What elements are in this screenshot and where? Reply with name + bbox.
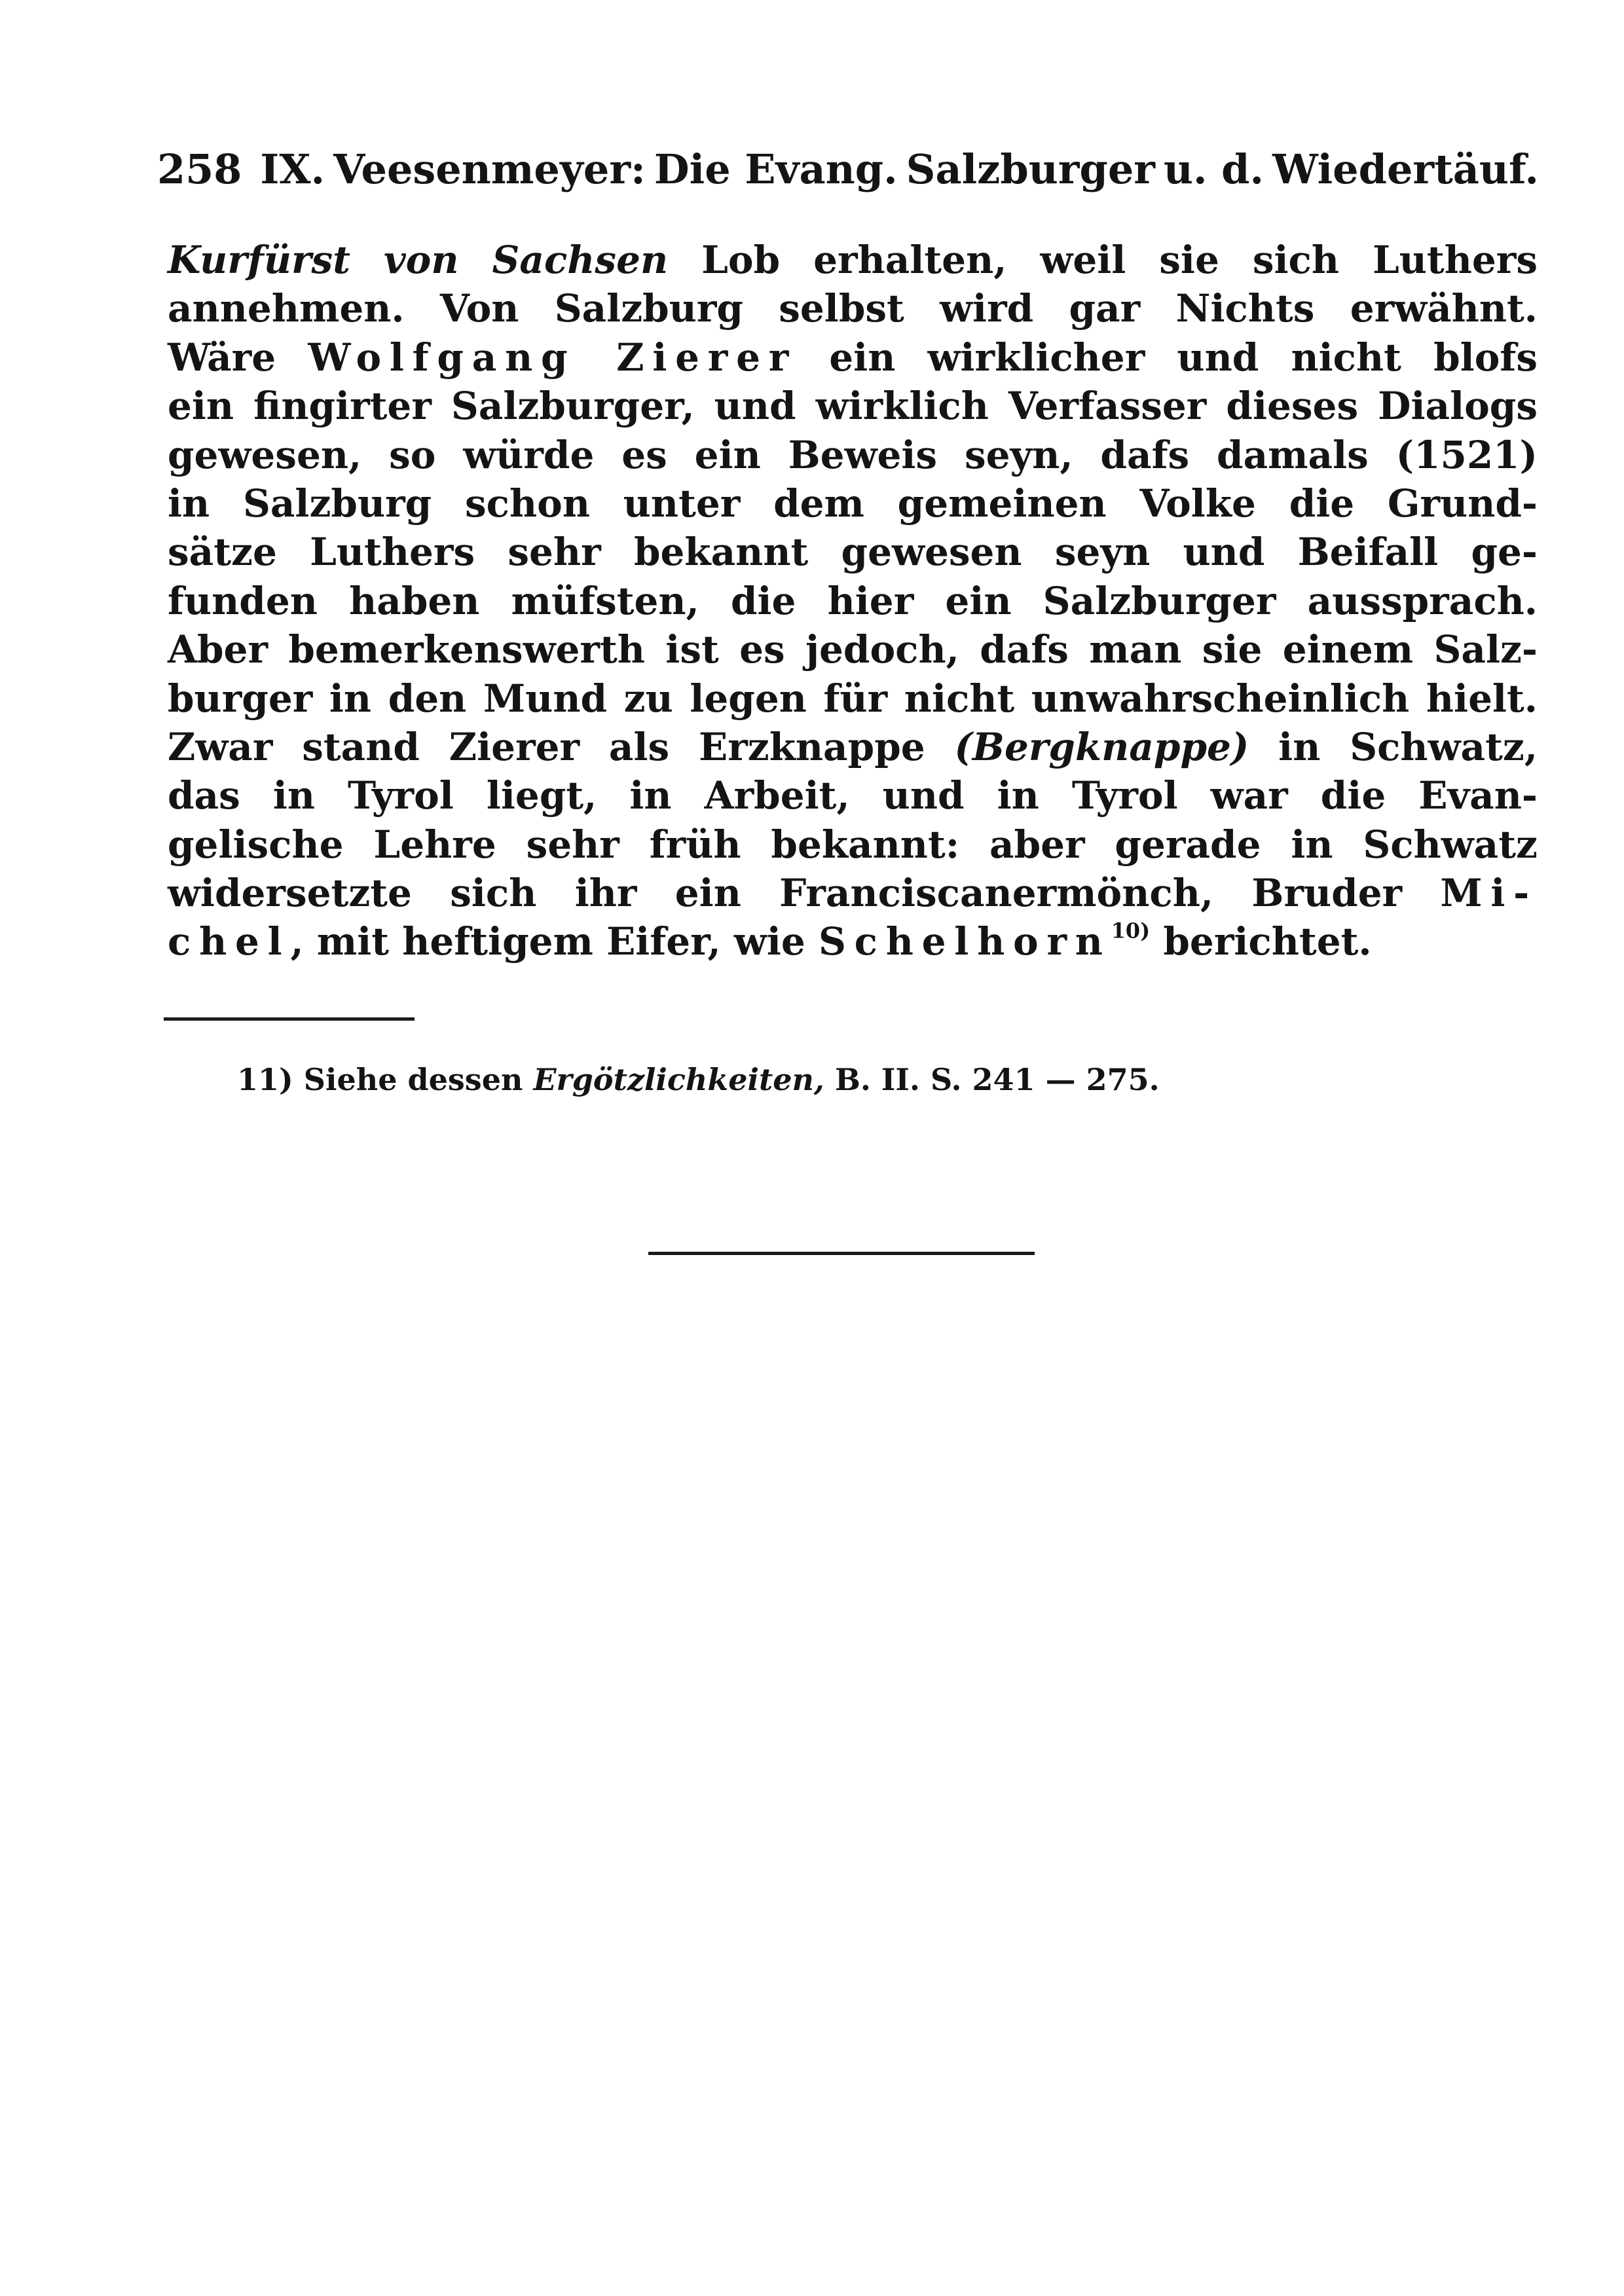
page-number: 258 bbox=[157, 145, 242, 193]
text-line bbox=[168, 869, 1538, 917]
text-run: gelische Lehre sehr früh bekannt: aber gerade in Schwatz bbox=[168, 822, 1538, 867]
text-run: Aber bemerkenswerth ist es jedoch, dafs man sie einem Salz- bbox=[168, 627, 1538, 672]
text-run: Wolfgang Zierer bbox=[308, 335, 798, 380]
text-line bbox=[168, 431, 1538, 479]
text-run: gewesen, so würde es ein Beweis seyn, dafs damals (1521) bbox=[168, 432, 1538, 477]
text-run: funden haben müfsten, die hier ein Salzburger aussprach. bbox=[168, 578, 1538, 623]
running-head-part: Die Evang. bbox=[654, 145, 898, 193]
footnote-text: B. II. S. 241 — 275. bbox=[824, 1062, 1160, 1097]
text-run: burger in den Mund zu legen für nicht unwahrscheinlich hielt. bbox=[168, 676, 1538, 721]
footnote-text: Siehe dessen bbox=[293, 1062, 534, 1097]
text-line bbox=[168, 528, 1538, 576]
running-head-part: Wiedertäuf. bbox=[1272, 145, 1539, 193]
text-run: , mit heftigem Eifer, wie bbox=[290, 919, 819, 964]
text-run: das in Tyrol liegt, in Arbeit, und in Tyrol war die Evan- bbox=[168, 773, 1538, 818]
text-run: Kurfürst von Sachsen bbox=[168, 238, 669, 282]
footnote-separator-rule bbox=[164, 1017, 415, 1021]
running-head-part: IX. bbox=[260, 145, 325, 193]
footnote bbox=[237, 1057, 1350, 1102]
text-line bbox=[168, 577, 1538, 625]
text-line bbox=[168, 625, 1538, 674]
text-run: Wäre bbox=[168, 335, 308, 380]
text-line bbox=[168, 917, 1538, 966]
text-run: Lob erhalten, weil sie sich Luthers bbox=[668, 238, 1538, 282]
text-run: ein wirklicher und nicht blofs bbox=[797, 335, 1538, 380]
footnote-work-title: Ergötzlichkeiten, bbox=[533, 1062, 824, 1097]
body-text bbox=[168, 236, 1538, 966]
text-run: widersetzte sich ihr ein Franciscanermönch, Bruder bbox=[168, 871, 1441, 916]
text-run: ein fingirter Salzburger, und wirklich Verfasser dieses Dialogs bbox=[168, 384, 1538, 429]
text-run: in Salzburg schon unter dem gemeinen Volke die Grund- bbox=[168, 481, 1538, 526]
text-run: in Schwatz, bbox=[1249, 724, 1538, 769]
text-line bbox=[168, 284, 1538, 333]
text-line bbox=[168, 674, 1538, 723]
text-line bbox=[168, 333, 1538, 382]
footnote-marker: 11) bbox=[237, 1062, 293, 1097]
end-rule bbox=[648, 1252, 1035, 1255]
running-head bbox=[260, 145, 1539, 193]
text-run: Zwar stand Zierer als Erzknappe bbox=[168, 724, 955, 769]
running-head-part: Veesenmeyer: bbox=[333, 145, 646, 193]
text-line bbox=[168, 771, 1538, 820]
running-head-part: Salzburger bbox=[906, 145, 1155, 193]
running-header bbox=[157, 145, 1539, 224]
text-run: annehmen. Von Salzburg selbst wird gar Nichts erwähnt. bbox=[168, 286, 1538, 331]
text-line bbox=[168, 382, 1538, 430]
footnote-reference: 10) bbox=[1111, 918, 1151, 943]
text-run: Schelhorn bbox=[818, 919, 1111, 964]
running-head-part: u. d. bbox=[1163, 145, 1264, 193]
text-run: berichtet. bbox=[1150, 919, 1372, 964]
text-line bbox=[168, 723, 1538, 771]
text-run: Mi- bbox=[1440, 871, 1538, 916]
text-line bbox=[168, 820, 1538, 869]
text-run: (Bergknappe) bbox=[954, 724, 1249, 769]
text-run: sätze Luthers sehr bekannt gewesen seyn und Beifall ge- bbox=[168, 530, 1538, 575]
text-line bbox=[168, 236, 1538, 284]
text-line bbox=[168, 479, 1538, 528]
text-run: chel bbox=[168, 919, 291, 964]
